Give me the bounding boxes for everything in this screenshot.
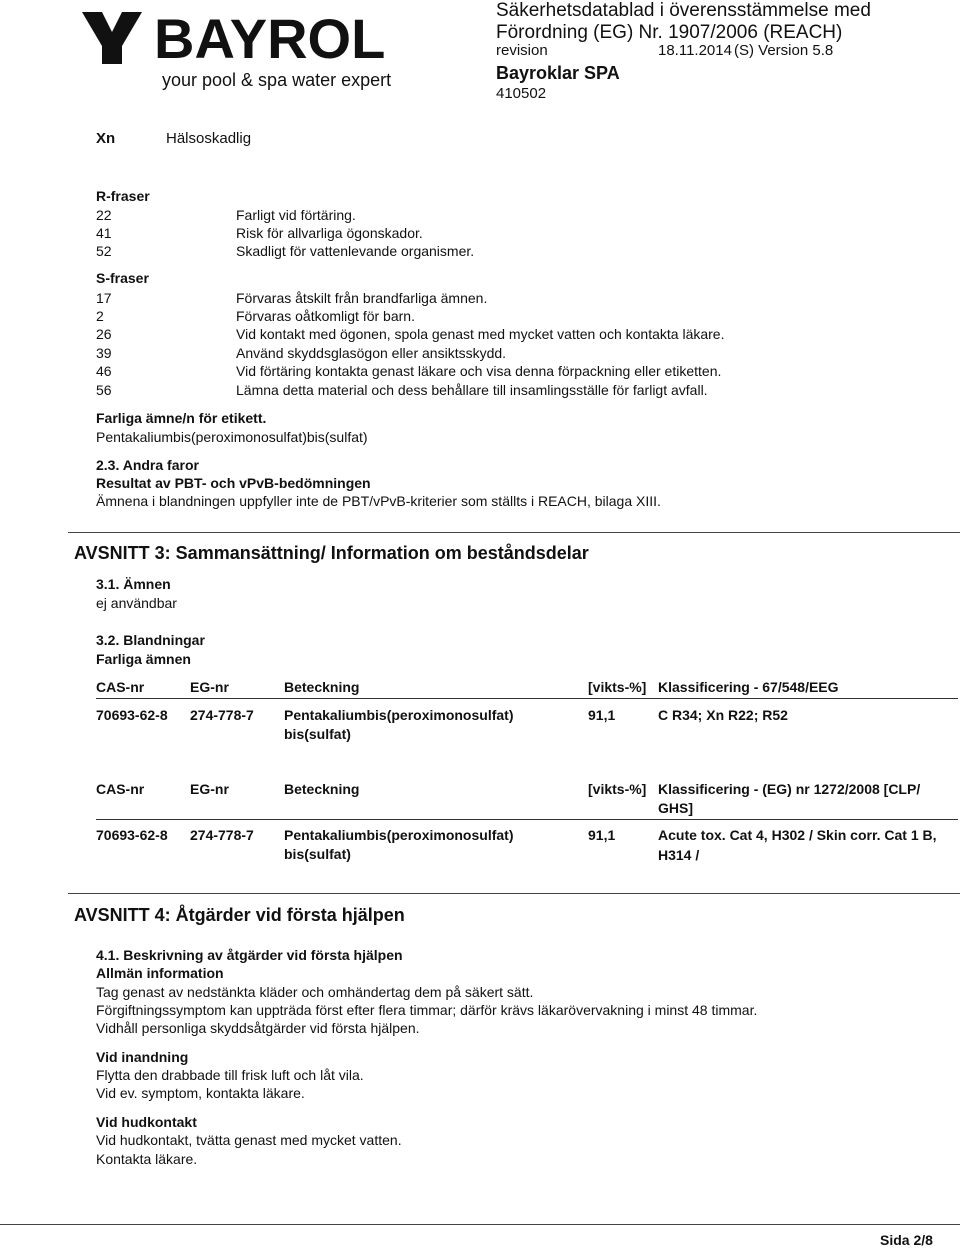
general-info-line: Förgiftningssymptom kan uppträda först efter flera timmar; därför krävs läkarövervakning i minst 48 timmar. xyxy=(96,1002,758,1018)
section-divider xyxy=(68,893,960,894)
col-header-cas: CAS-nr xyxy=(96,679,145,695)
cell-cas: 70693-62-8 xyxy=(96,827,168,843)
version-label: (S) Version 5.8 xyxy=(734,42,834,59)
section-divider xyxy=(68,532,960,533)
page-number: Sida 2/8 xyxy=(880,1232,933,1248)
s-phrase-text: Lämna detta material och dess behållare till insamlingsställe för farligt avfall. xyxy=(236,382,708,398)
section-3-title: AVSNITT 3: Sammansättning/ Information om beståndsdelar xyxy=(74,543,589,563)
table-header-rule xyxy=(96,698,958,699)
label-substance-value: Pentakaliumbis(peroximonosulfat)bis(sulfat) xyxy=(96,429,368,445)
r-phrase-code: 52 xyxy=(96,243,112,259)
first-aid-subheading: 4.1. Beskrivning av åtgärder vid första hjälpen xyxy=(96,947,403,963)
col-header-classification: Klassificering - (EG) nr 1272/2008 [CLP/ xyxy=(658,781,921,797)
cell-designation: Pentakaliumbis(peroximonosulfat) xyxy=(284,707,514,723)
table-header-rule xyxy=(96,819,958,820)
s-phrase-text: Vid kontakt med ögonen, spola genast med mycket vatten och kontakta läkare. xyxy=(236,326,725,342)
bayrol-logo xyxy=(78,6,438,96)
substances-value: ej användbar xyxy=(96,595,177,611)
col-header-cas: CAS-nr xyxy=(96,781,145,797)
col-header-weight-pct: [vikts-%] xyxy=(588,679,647,695)
col-header-eg: EG-nr xyxy=(190,679,229,695)
dangerous-substances-heading: Farliga ämnen xyxy=(96,651,191,667)
r-phrases-heading: R-fraser xyxy=(96,188,150,204)
section-4-title: AVSNITT 4: Åtgärder vid första hjälpen xyxy=(74,905,405,925)
other-hazards-heading: 2.3. Andra faror xyxy=(96,457,199,473)
logo-tagline: your pool & spa water expert xyxy=(162,70,392,90)
product-name: Bayroklar SPA xyxy=(496,63,620,83)
s-phrases-heading: S-fraser xyxy=(96,270,149,286)
pbt-heading: Resultat av PBT- och vPvB-bedömningen xyxy=(96,475,371,491)
r-phrase-code: 22 xyxy=(96,207,112,223)
cell-designation: Pentakaliumbis(peroximonosulfat) xyxy=(284,827,514,843)
footer-divider xyxy=(0,1224,960,1225)
s-phrase-code: 17 xyxy=(96,290,112,306)
hazard-symbol-code: Xn xyxy=(96,130,116,147)
s-phrase-code: 56 xyxy=(96,382,112,398)
col-header-classification: Klassificering - 67/548/EEG xyxy=(658,679,839,695)
label-substances-heading: Farliga ämne/n för etikett. xyxy=(96,410,267,426)
skin-contact-line: Vid hudkontakt, tvätta genast med mycket vatten. xyxy=(96,1132,402,1148)
s-phrase-code: 26 xyxy=(96,326,112,342)
s-phrase-text: Förvaras oåtkomligt för barn. xyxy=(236,308,415,324)
product-code: 410502 xyxy=(496,85,547,102)
revision-date: 18.11.2014 xyxy=(658,42,732,59)
cell-cas: 70693-62-8 xyxy=(96,707,168,723)
r-phrase-code: 41 xyxy=(96,225,112,241)
revision-label: revision xyxy=(496,42,548,59)
general-info-line: Tag genast av nedstänkta kläder och omhändertag dem på säkert sätt. xyxy=(96,984,534,1000)
mixtures-heading: 3.2. Blandningar xyxy=(96,632,205,648)
inhalation-line: Flytta den drabbade till frisk luft och låt vila. xyxy=(96,1067,364,1083)
col-header-eg: EG-nr xyxy=(190,781,229,797)
logo-wordmark: BAYROL xyxy=(154,7,386,70)
r-phrase-text: Farligt vid förtäring. xyxy=(236,207,356,223)
s-phrase-text: Förvaras åtskilt från brandfarliga ämnen. xyxy=(236,290,488,306)
cell-classification: Acute tox. Cat 4, H302 / Skin corr. Cat 1 B, xyxy=(658,827,937,843)
hazard-symbol-label: Hälsoskadlig xyxy=(166,130,252,147)
cell-weight-pct: 91,1 xyxy=(588,707,616,723)
r-phrase-text: Risk för allvarliga ögonskador. xyxy=(236,225,423,241)
s-phrase-code: 39 xyxy=(96,345,112,361)
col-header-classification-cont: GHS] xyxy=(658,800,693,816)
col-header-designation: Beteckning xyxy=(284,679,360,695)
col-header-weight-pct: [vikts-%] xyxy=(588,781,647,797)
cell-designation-cont: bis(sulfat) xyxy=(284,726,351,742)
sds-title: Säkerhetsdatablad i överensstämmelse med xyxy=(496,0,871,21)
inhalation-heading: Vid inandning xyxy=(96,1049,189,1065)
s-phrase-text: Använd skyddsglasögon eller ansiktsskydd. xyxy=(236,345,507,361)
cell-weight-pct: 91,1 xyxy=(588,827,616,843)
cell-eg: 274-778-7 xyxy=(190,827,254,843)
skin-contact-heading: Vid hudkontakt xyxy=(96,1114,197,1130)
general-info-line: Vidhåll personliga skyddsåtgärder vid första hjälpen. xyxy=(96,1020,420,1036)
skin-contact-line: Kontakta läkare. xyxy=(96,1151,198,1167)
s-phrase-code: 2 xyxy=(96,308,104,324)
inhalation-line: Vid ev. symptom, kontakta läkare. xyxy=(96,1085,305,1101)
cell-eg: 274-778-7 xyxy=(190,707,254,723)
cell-designation-cont: bis(sulfat) xyxy=(284,846,351,862)
col-header-designation: Beteckning xyxy=(284,781,360,797)
r-phrase-text: Skadligt för vattenlevande organismer. xyxy=(236,243,475,259)
cell-classification-cont: H314 / xyxy=(658,847,700,863)
general-info-heading: Allmän information xyxy=(96,965,224,981)
pbt-text: Ämnena i blandningen uppfyller inte de PBT/vPvB-kriterier som ställts i REACH, bilaga XIII. xyxy=(96,493,661,509)
revision-line xyxy=(496,42,833,60)
substances-heading: 3.1. Ämnen xyxy=(96,576,171,592)
cell-classification: C R34; Xn R22; R52 xyxy=(658,707,788,723)
s-phrase-code: 46 xyxy=(96,363,112,379)
regulation-reference: Förordning (EG) Nr. 1907/2006 (REACH) xyxy=(496,22,843,43)
s-phrase-text: Vid förtäring kontakta genast läkare och visa denna förpackning eller etiketten. xyxy=(236,363,722,379)
